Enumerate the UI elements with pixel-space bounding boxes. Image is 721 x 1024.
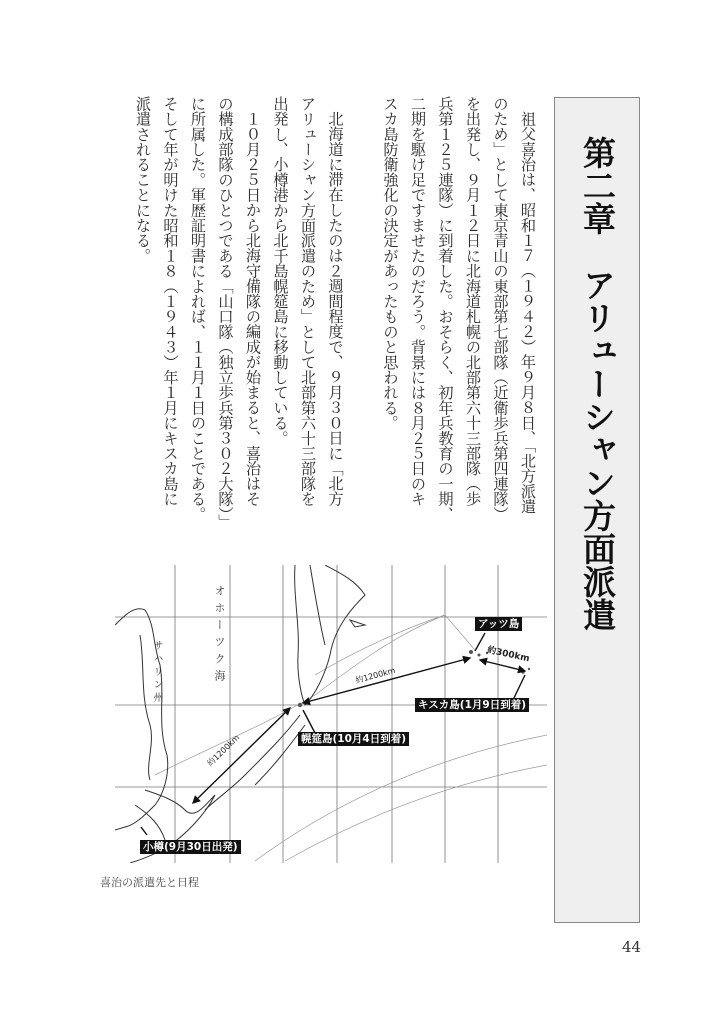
attu-island-label: アッツ島 [475,617,522,631]
text-line: スカ島防衛強化の決定があったものと思われる。 [381,96,400,431]
kiska-island-label: キスカ島(1月9日到着) [415,698,529,712]
text-line: を出発し、９月１２日に北海道札幌の北部第六十三部隊（歩 [464,96,482,507]
text-line: の構成部隊のひとつである「山口隊（独立歩兵第３０２大隊）」 [216,96,235,530]
map-graphic [115,565,547,863]
text-line: １０月２５日から北海守備隊の編成が始まると、喜治はそ [244,111,262,507]
body-text [129,96,542,530]
text-line: 出発し、小樽港から北千島幌筵島に移動している。 [271,96,290,446]
text-line: のため」として東京青山の東部第七部隊（近衛歩兵第四連隊） [491,96,510,522]
map-grid [115,565,547,863]
text-line: 兵第１２５連隊）に到着した。おそらく、初年兵教育の一期、 [436,96,455,522]
text-line: アリューシャン方面派遣のため」として北部第六十三部隊を [299,96,317,507]
sea-name-label: オホーツク海 [213,585,226,687]
text-line: に所属した。軍歴証明書によれば、１１月１日のことである。 [189,96,207,522]
paramushir-island-label: 幌筵島(10月4日到着) [298,732,409,746]
page-number: 44 [622,938,642,956]
text-line: 派遣されることになる。 [134,96,152,264]
distance-otaru-paramushir: 約1200km [205,733,242,768]
deployment-map [115,565,547,863]
text-line: 二期を駆け足ですませたのだろう。背景には８月２５日のキ [409,96,427,507]
text-line: 北海道に滞在したのは２週間程度で、９月３０日に「北方 [326,111,345,507]
distance-paramushir-attu: 約1200km [354,665,397,686]
region-name-label: サハリン州 [151,640,162,705]
chapter-title: 第二章 アリューシャン方面派遣 [578,136,617,631]
paragraph-gap [349,96,377,516]
map-caption: 喜治の派遣先と日程 [100,876,199,889]
text-line: 祖父喜治は、昭和１７（１９４２）年９月８日、「北方派遣 [519,111,537,514]
distance-attu-kiska: 約300km [486,645,531,665]
chapter-title-box [554,97,640,923]
otaru-label: 小樽(9月30日出発) [140,840,241,854]
text-line: そして年が明けた昭和１８（１９４３）年１月にキスカ島に [161,96,180,507]
coastlines [115,565,365,863]
